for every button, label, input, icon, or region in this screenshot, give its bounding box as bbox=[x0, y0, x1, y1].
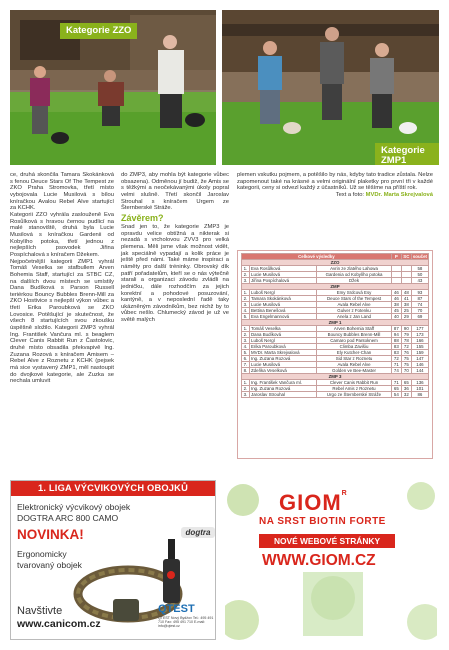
table-cell: 3. bbox=[242, 278, 250, 284]
ad-visit: Navštivte bbox=[17, 605, 63, 617]
dogtra-logo: dogtra bbox=[181, 527, 215, 538]
table-cell: 86 bbox=[411, 392, 428, 398]
table-cell: 146 bbox=[411, 362, 428, 368]
table-cell: Avrin ze zlatého Lahowa bbox=[317, 266, 392, 272]
table-cell: Tamara Skokánková bbox=[250, 296, 317, 302]
table-cell: 166 bbox=[411, 338, 428, 344]
table-cell: 71 bbox=[391, 362, 401, 368]
table-cell: Jiřina Pospíchalová bbox=[250, 278, 317, 284]
table-cell: 90 bbox=[401, 326, 411, 332]
table-section-title: ZMP 1 bbox=[242, 320, 429, 326]
table-cell: 70 bbox=[411, 308, 428, 314]
table-cell: 54 bbox=[391, 392, 401, 398]
caption-zmp1: Kategorie ZMP1 bbox=[375, 143, 439, 165]
table-cell: 32 bbox=[401, 392, 411, 398]
table-cell: 155 bbox=[411, 344, 428, 350]
table-section-title: ZZO bbox=[242, 260, 429, 266]
table-cell: 173 bbox=[411, 332, 428, 338]
table-cell: 87 bbox=[391, 326, 401, 332]
article-paragraph: Snad jen to, že kategorie ZMP3 je opravdu velice obtížná a nikterak si nezadá s vrcholovou ZVV3 pro velká plemena. Měli jsme však možnost vidět, jak speciálně vypadají a kolik práce je ještě před námi. Také máme inspiraci a náměty pro další tréninky. Obrovský dík patří pořadatelům, kteří se o nás výtečně starali a organizaci závodu zvládli na jedničku, dále rozhodčím za jejich korektní a pohodové posuzování, kantýně, a v neposlední řadě taky ukázněným závodníkům, bez nichž by to vůbec nešlo. Chlumecký závod je už ve světě malých bbox=[121, 223, 229, 324]
table-cell: 88 bbox=[391, 338, 401, 344]
giom-tagline: NA SRST BIOTIN FORTE bbox=[259, 516, 386, 527]
table-cell: 69 bbox=[411, 314, 428, 320]
table-cell: 72 bbox=[401, 344, 411, 350]
table-cell: 58 bbox=[411, 266, 428, 272]
table-cell: 25 bbox=[401, 308, 411, 314]
table-cell: 2. bbox=[242, 386, 250, 392]
table-cell: 87 bbox=[411, 296, 428, 302]
table-row bbox=[242, 392, 429, 398]
table-cell: 94 bbox=[391, 332, 401, 338]
ad-banner: 1. LIGA VÝCVIKOVÝCH OBOJKŮ bbox=[11, 481, 215, 496]
article-paragraph: plemen vskutku pojmem, a potěšilo by nás, kdyby tato tradice zůstala. Nelze zapomenout také na krásné a velmi originální plaketky pro první tři v každé kategorii, ceny si odvezl každý z účastníků. Už se těšíme na příští rok. bbox=[237, 172, 433, 192]
table-cell: Jaroslav Strouhal bbox=[250, 392, 317, 398]
article-paragraph: do ZMP3, aby mohla být kategorie vůbec obsazena). Odměnou jí budiž, že Amis se s těžkými a neočekávanými úkoly popral velmi slušně. Třetí skončil Jaroslav Strouhal s kníračem Urgem ze Šternberské Stráže. bbox=[121, 172, 229, 212]
article-paragraph: ce, druhá skončila Tamara Skokánková s fenou Deuce Stars Of The Tempest ze ZKO Praha Stromovka, třetí místo vybojovala Lucie Musilová s bílou kníračkou Avalou Rebel Alve startující za KCHK. bbox=[10, 172, 114, 212]
table-cell: 46 bbox=[391, 296, 401, 302]
table-cell: 38 bbox=[391, 302, 401, 308]
results-table bbox=[241, 253, 429, 398]
table-cell: 7. bbox=[242, 362, 250, 368]
table-cell: Avala Rebel Alve bbox=[317, 362, 392, 368]
table-cell: Luboš Nergl bbox=[250, 290, 317, 296]
table-section-title: ZMP bbox=[242, 284, 429, 290]
table-cell: 1. bbox=[242, 380, 250, 386]
table-cell: Bettina Benešová bbox=[250, 308, 317, 314]
table-cell: Eva Rosůlková bbox=[250, 266, 317, 272]
table-cell: 29 bbox=[401, 314, 411, 320]
photo-zmp1-image bbox=[222, 10, 439, 165]
table-cell: 70 bbox=[401, 368, 411, 374]
author-name: MVDr. Marta Skrejvalová bbox=[365, 191, 433, 198]
table-cell: 50 bbox=[411, 272, 428, 278]
table-cell: 48 bbox=[401, 290, 411, 296]
table-cell: 43 bbox=[411, 278, 428, 284]
table-cell: Avala Rebel Alve bbox=[317, 302, 392, 308]
giom-new-site-banner: NOVÉ WEBOVÉ STRÁNKY bbox=[259, 534, 395, 548]
table-cell: Lucie Musilová bbox=[250, 272, 317, 278]
ad-novinka: NOVINKA! bbox=[17, 527, 84, 542]
table-cell: Zdeňka Veselková bbox=[250, 368, 317, 374]
table-cell: 36 bbox=[401, 386, 411, 392]
table-cell: Erika Paroubková bbox=[250, 344, 317, 350]
table-header-cell: SC bbox=[403, 254, 410, 259]
table-cell: 45 bbox=[391, 308, 401, 314]
table-cell: Tomáš Veselka bbox=[250, 326, 317, 332]
table-cell: 75 bbox=[401, 356, 411, 362]
table-cell: 136 bbox=[411, 380, 428, 386]
table-cell: Golden ve Bee-Master bbox=[317, 368, 392, 374]
author-prefix: Text a foto: bbox=[335, 191, 366, 198]
table-cell: 65 bbox=[391, 386, 401, 392]
table-cell: 74 bbox=[391, 368, 401, 374]
article-column-1 bbox=[10, 172, 114, 385]
table-cell: 3. bbox=[242, 392, 250, 398]
table-cell: Rebel Amis z Roznetu bbox=[317, 386, 392, 392]
table-cell: Ing. Zuzana Rozová bbox=[250, 386, 317, 392]
table-cell: Camaro pod Pantoknem bbox=[317, 338, 392, 344]
article-column-2 bbox=[121, 172, 229, 324]
table-cell: 1. bbox=[242, 290, 250, 296]
table-cell: Luboš Nergl bbox=[250, 338, 317, 344]
ad-line-2: DOGTRA ARC 800 CAMO bbox=[17, 513, 119, 523]
table-cell: 2. bbox=[242, 332, 250, 338]
article-paragraph: Kategorii ZZO vyhrála zaslouženě Eva Rosůlková s hravou černou pudlicí na malé stanoviště, druhá byla Lucie Musilová s kníračkou Gardenii od Kobylího potoka, třetí jednou z nejlepších psovodek Jiřina Pospíchalová s kníračem Džekem. bbox=[10, 211, 114, 258]
table-cell: Arven Bohemia Staff bbox=[317, 326, 392, 332]
ad-address: QTEST Nový Bydžov Tel.: 495 491 710 Fax: 495 491 710 E-mail: info@qtest.cz bbox=[158, 616, 214, 629]
giom-url-link[interactable]: WWW.GIOM.CZ bbox=[262, 552, 376, 569]
table-cell: 76 bbox=[401, 350, 411, 356]
table-cell: Sid Star z Roznetu bbox=[317, 356, 392, 362]
table-cell: 101 bbox=[411, 386, 428, 392]
table-cell: Lucie Musilová bbox=[250, 362, 317, 368]
table-cell: Climba Zavišiu bbox=[317, 344, 392, 350]
table-cell: Urgo ze Šternberské Stráže bbox=[317, 392, 392, 398]
table-cell: 1. bbox=[242, 266, 250, 272]
table-cell: 41 bbox=[401, 296, 411, 302]
table-cell: Džek bbox=[317, 278, 392, 284]
ad-line-1: Elektronický výcvikový obojek bbox=[17, 502, 131, 512]
author-credit bbox=[237, 192, 433, 199]
table-header-cell: P bbox=[391, 254, 401, 260]
ad-url-link[interactable]: www.canicom.cz bbox=[17, 618, 101, 630]
qtest-logo: QTEST bbox=[158, 603, 195, 615]
table-cell: Deuce Stars of the Tempest bbox=[317, 296, 392, 302]
table-cell: Anela z Jan Land bbox=[317, 314, 392, 320]
table-cell: 83 bbox=[391, 350, 401, 356]
table-cell: Eva Engelmannová bbox=[250, 314, 317, 320]
table-cell: 177 bbox=[411, 326, 428, 332]
giom-brand: GIOM bbox=[279, 490, 342, 515]
table-cell: 3. bbox=[242, 302, 250, 308]
table-cell: 79 bbox=[401, 332, 411, 338]
table-header-cell: součet bbox=[412, 254, 427, 259]
table-cell: 4. bbox=[242, 308, 250, 314]
article-column-3 bbox=[237, 172, 433, 199]
table-cell: 144 bbox=[411, 368, 428, 374]
table-cell: Gulver z Fotenku bbox=[317, 308, 392, 314]
table-cell: MVDr. Marta Skrejvalová bbox=[250, 350, 317, 356]
table-cell: 2. bbox=[242, 272, 250, 278]
table-cell: 38 bbox=[401, 302, 411, 308]
table-cell: 5. bbox=[242, 314, 250, 320]
table-cell: 4. bbox=[242, 344, 250, 350]
table-cell: 65 bbox=[401, 380, 411, 386]
table-cell: 46 bbox=[391, 290, 401, 296]
photo-zzo bbox=[10, 10, 216, 165]
section-heading: Závěrem? bbox=[121, 212, 164, 223]
table-cell: Ing. Zuzana Rozová bbox=[250, 356, 317, 362]
table-cell: 93 bbox=[411, 290, 428, 296]
table-cell: Gardenia od Kobylího potoka bbox=[317, 272, 392, 278]
table-header-cell: Celkové výsledky bbox=[242, 254, 392, 260]
ad-description: Ergonomicky tvarovaný obojek bbox=[17, 549, 82, 570]
article-paragraph: Nejpočetnější kategorii ZMP1 vyhrál Tomáš Veselka se stafbullem Arven Bohemia Staff, startující za STBC CZ, na dalších dvou místech se umístily Dana Budíková s Parson Russell teriérkou Bouncy Bubbles Brenn-Mill za ZKO Hostivice s nejlepší výkon vůbec a třetí Erika Paroubková se ZKO Lovosice. Potěšující je skutečnost, že všech 8 startujících svou zkoušku úspěšně složilo. Kategorii ZMP3 vyhrál Ing. František Vančura ml. s beaglem Clever Canis Rabbit Run z Častolovic, druhé místo obsadila překvapivě Ing. Zuzana Rozová s kníračem Amisem – Rebel Alve z Roznetu z KCHK (pejsek má sice vystavený ZMP1, měl nastoupit do dvojkové kategorie, ale Zuzka se nechala umluvit bbox=[10, 258, 114, 385]
table-cell: Ing. František Vančura ml. bbox=[250, 380, 317, 386]
table-cell: 5. bbox=[242, 350, 250, 356]
table-section-title: ZMP 3 bbox=[242, 374, 429, 380]
table-cell: Lucie Musilová bbox=[250, 302, 317, 308]
table-cell: 83 bbox=[391, 344, 401, 350]
table-cell: 74 bbox=[411, 302, 428, 308]
giom-ad[interactable] bbox=[225, 480, 437, 640]
table-cell: Emy Srdcová Esy bbox=[317, 290, 392, 296]
table-cell: 3. bbox=[242, 338, 250, 344]
table-cell: 72 bbox=[391, 356, 401, 362]
dogtra-ad[interactable] bbox=[10, 480, 216, 640]
table-cell: Ely Kutcher-Chan bbox=[317, 350, 392, 356]
table-cell: 6. bbox=[242, 356, 250, 362]
table-cell: 8. bbox=[242, 368, 250, 374]
table-cell: 147 bbox=[411, 356, 428, 362]
table-cell: Bouncy Bubbles Brenn-Mill bbox=[317, 332, 392, 338]
table-cell: Dana Budíková bbox=[250, 332, 317, 338]
giom-registered: R bbox=[341, 490, 348, 497]
table-cell: 75 bbox=[401, 362, 411, 368]
results-table-body bbox=[242, 260, 429, 398]
results-table-box bbox=[237, 250, 433, 459]
table-cell: 1. bbox=[242, 326, 250, 332]
table-cell: 2. bbox=[242, 296, 250, 302]
giom-logo bbox=[279, 490, 348, 516]
photo-zmp1 bbox=[222, 10, 439, 165]
table-cell: 40 bbox=[391, 314, 401, 320]
table-cell: Clever Canis Rabbit Run bbox=[317, 380, 392, 386]
table-cell: 71 bbox=[391, 380, 401, 386]
caption-zzo: Kategorie ZZO bbox=[60, 23, 137, 39]
table-cell: 159 bbox=[411, 350, 428, 356]
table-cell: 78 bbox=[401, 338, 411, 344]
